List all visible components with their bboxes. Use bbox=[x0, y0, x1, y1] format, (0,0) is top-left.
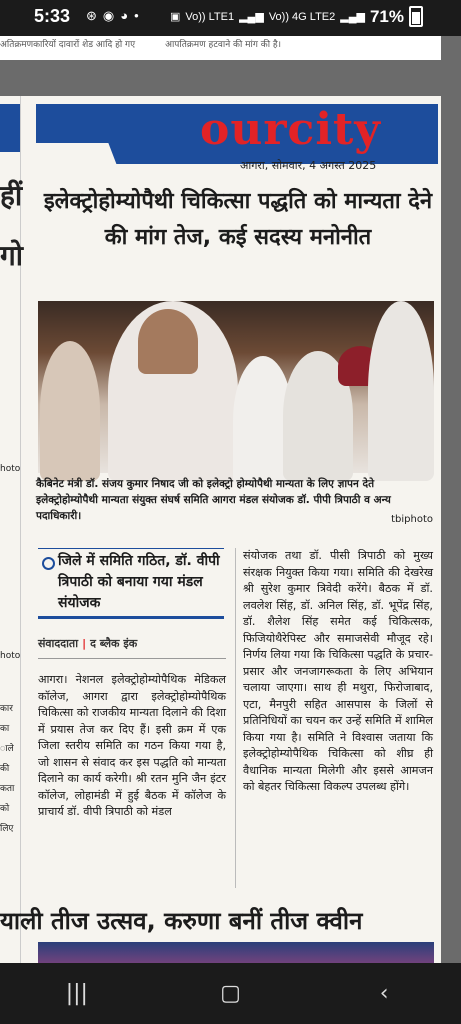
signal-bars-icon: ▂▄▆ bbox=[340, 11, 365, 23]
adjacent-text: कता bbox=[0, 784, 15, 794]
byline-label: संवाददाता bbox=[38, 637, 79, 650]
adjacent-masthead bbox=[0, 104, 20, 152]
back-icon[interactable]: ‹ bbox=[379, 981, 389, 1006]
dot-icon: • bbox=[134, 8, 139, 23]
subheading: जिले में समिति गठित, डॉ. वीपी त्रिपाठी को बनाया गया मंडल संयोजक bbox=[58, 553, 220, 611]
article-column-1: आगरा। नेशनल इलेक्ट्रोहोम्योपैथिक मेडिकल कॉलेज, आगरा द्वारा इलेक्ट्रोहोम्योपैथिक चिकित्सा को राजकीय मान्यता दिलाने की दिशा में प्रयास तेज कर दिए हैं। इसी क्रम में एक जिला स्तरीय समिति का गठन किया गया है, जो शासन से संवाद कर इस पद्धति को मान्यता दिलाने का कार्य करेगी। श्री रतन मुनि जैन इंटर कॉलेज, लोहामंडी में हुई बैठक में कॉलेज के प्राचार्य डॉ. वीपी त्रिपाठी को मंडल bbox=[38, 673, 226, 818]
adjacent-text: को bbox=[0, 804, 10, 814]
adjacent-column bbox=[0, 96, 24, 996]
article-column-2: संयोजक तथा डॉ. पीसी त्रिपाठी को मुख्य संरक्षक नियुक्त किया गया। समिति की देखरेख श्री सुरेश कुमार त्रिवेदी करेंगे। बैठक में डॉ. लवलेश सिंह, डॉ. अनिल सिंह, डॉ. भूपेंद्र सिंह, डॉ. शैलेश सिंह समेत कई चिकित्सक, फिजियोथैरेपिस्ट और समाजसेवी मौजूद रहे। निर्णय लिया गया कि चिकित्सा पद्धति के प्रचार-प्रसार और जनजागरूकता के लिए अभियान चलाया जाएगा। साथ ही मथुरा, फिरोजाबाद, एटा, मैनपुरी सहित आसपास के जिलों से प्रतिनिधियों का चयन कर उन्हें समिति में शामिल किया गया है। समिति ने विश्वास जताया कि इलेक्ट्रोहोम्योपैथिक चिकित्सा को शीघ्र ही वैधानिक मान्यता मिलेगी और इससे आमजन को बेहतर चिकित्सा विकल्प उपलब्ध होंगे। bbox=[243, 549, 433, 793]
messenger-icon: ◕ bbox=[120, 8, 129, 23]
battery-icon bbox=[409, 6, 423, 27]
navigation-bar bbox=[0, 963, 461, 1024]
column-divider bbox=[235, 548, 236, 888]
status-right bbox=[170, 6, 423, 27]
adjacent-text: ाले bbox=[0, 744, 14, 754]
byline-divider bbox=[38, 658, 226, 659]
subheading-rule bbox=[38, 616, 224, 619]
prev-page-text-1: अतिक्रमणकारियों दावारों शेड आदि हो गए bbox=[0, 40, 136, 50]
battery-percent: 71% bbox=[369, 6, 404, 26]
adjacent-text: लिए bbox=[0, 824, 14, 834]
status-time: 5:33 bbox=[34, 6, 71, 26]
byline-paper: द ब्लैक इंक bbox=[90, 637, 138, 650]
adjacent-text: का bbox=[0, 724, 10, 734]
adjacent-headline-1: हीं bbox=[0, 179, 23, 212]
signal-bars-icon: ▂▄▆ bbox=[239, 11, 264, 23]
lock-icon: ▣ bbox=[169, 11, 181, 23]
dateline: आगरा, सोमवार, 4 अगस्त 2025 bbox=[240, 159, 377, 172]
prev-page-text-2: आपतिक्रमण हटवाने की मांग की है। bbox=[165, 40, 282, 50]
previous-page-strip bbox=[0, 36, 441, 60]
bullet-icon bbox=[42, 557, 55, 570]
network-1: Vo)) LTE1 bbox=[185, 10, 235, 23]
photo-credit: tbiphoto bbox=[391, 514, 433, 525]
byline: संवाददाता | द ब्लैक इंक bbox=[38, 637, 138, 650]
next-article-headline: याली तीज उत्सव, करुणा बनीं तीज क्वीन bbox=[0, 907, 363, 935]
adjacent-text: hoto bbox=[0, 464, 21, 474]
ourcity-logo: ourcity bbox=[200, 104, 381, 155]
signal-icon: ◉ bbox=[102, 8, 115, 23]
status-bar bbox=[0, 0, 461, 36]
adjacent-headline-2: गो bbox=[0, 239, 24, 272]
subheading-box bbox=[38, 548, 224, 617]
newspaper-page[interactable] bbox=[0, 96, 441, 996]
news-photo bbox=[38, 301, 434, 473]
sync-icon: ⊛ bbox=[86, 8, 97, 23]
adjacent-text: कार bbox=[0, 704, 13, 714]
image-viewer[interactable] bbox=[0, 36, 461, 963]
adjacent-text: hoto bbox=[0, 651, 21, 661]
status-notification-icons bbox=[86, 8, 139, 24]
network-2: Vo)) 4G LTE2 bbox=[268, 10, 336, 23]
main-headline: इलेक्ट्रोहोम्योपैथी चिकित्सा पद्धति को मान्यता देने की मांग तेज, कई सदस्य मनोनीत bbox=[43, 189, 433, 250]
photo-caption: कैबिनेट मंत्री डॉ. संजय कुमार निषाद जी को इलेक्ट्रो होम्योपैथी मान्यता के लिए ज्ञापन देते इलेक्ट्रोहोम्योपैथी मान्यता संयुक्त संघर्ष समिति आगरा मंडल संयोजक डॉ. पीपी त्रिपाठी व अन्य पदाधिकारी। bbox=[36, 478, 391, 522]
recents-icon[interactable]: ||| bbox=[65, 981, 88, 1006]
home-icon[interactable]: ▢ bbox=[220, 981, 241, 1006]
adjacent-text: की bbox=[0, 764, 10, 774]
